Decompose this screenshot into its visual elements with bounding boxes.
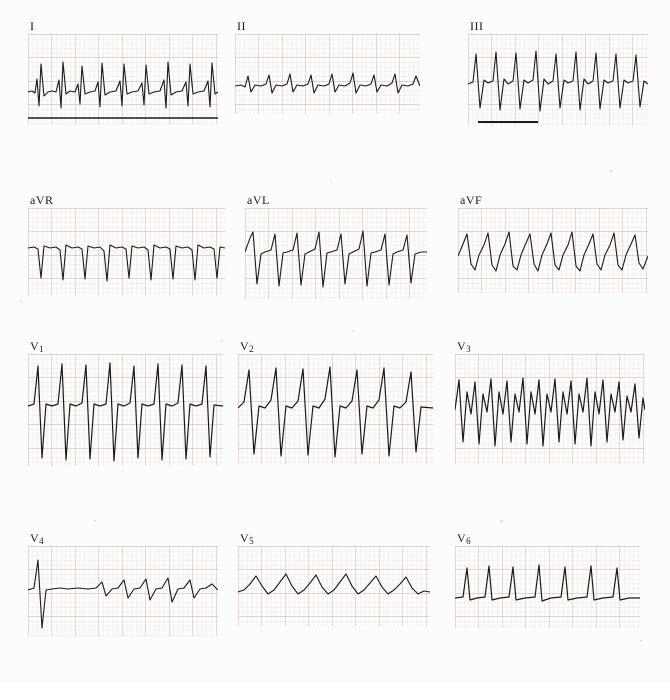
ecg-trace-II xyxy=(235,34,420,114)
lead-sub-3: 3 xyxy=(466,344,472,354)
lead-strip-aVL xyxy=(245,208,427,300)
lead-cell-V4 xyxy=(28,530,218,636)
ecg-row-3 xyxy=(0,338,670,508)
ecg-trace-V4 xyxy=(28,546,218,636)
lead-sub-1: 1 xyxy=(39,344,45,354)
lead-cell-V3 xyxy=(455,338,645,464)
lead-strip-V3 xyxy=(455,354,645,464)
lead-cell-III xyxy=(468,18,648,126)
ecg-trace-aVF xyxy=(458,208,648,293)
ecg-trace-aVR xyxy=(28,208,225,296)
lead-strip-V2 xyxy=(238,354,433,464)
lead-strip-V5 xyxy=(238,546,430,626)
lead-sub-5: 5 xyxy=(249,536,255,546)
ecg-trace-V6 xyxy=(455,546,640,628)
ecg-trace-V5 xyxy=(238,546,430,626)
lead-strip-V1 xyxy=(28,354,223,466)
lead-cell-aVF xyxy=(458,192,648,293)
lead-cell-aVL xyxy=(245,192,427,300)
lead-strip-III xyxy=(468,34,648,126)
lead-strip-V4 xyxy=(28,546,218,636)
lead-label-aVF: aVF xyxy=(460,193,483,207)
lead-sub-4: 4 xyxy=(39,536,45,546)
lead-cell-V2 xyxy=(238,338,433,464)
ecg-row-2 xyxy=(0,192,670,362)
ecg-trace-V2 xyxy=(238,354,433,464)
ecg-trace-aVL xyxy=(245,208,427,300)
lead-cell-II xyxy=(235,18,420,114)
lead-label-aVL: aVL xyxy=(247,193,270,207)
lead-strip-aVR xyxy=(28,208,225,296)
ecg-row-4 xyxy=(0,530,670,700)
ecg-trace-V3 xyxy=(455,354,645,464)
lead-sub-2: 2 xyxy=(249,344,255,354)
lead-sub-6: 6 xyxy=(466,536,472,546)
lead-label-II: II xyxy=(237,19,246,33)
lead-cell-I xyxy=(28,18,218,124)
lead-label-I: I xyxy=(30,19,35,33)
lead-label-V3: $V_3$ xyxy=(457,339,472,354)
lead-strip-I xyxy=(28,34,218,124)
lead-strip-V6 xyxy=(455,546,640,628)
lead-label-V2: $V_2$ xyxy=(240,339,255,354)
lead-label-III: III xyxy=(470,19,484,33)
lead-label-V5: $V_5$ xyxy=(240,531,255,546)
lead-label-aVR: aVR xyxy=(30,193,54,207)
ecg-row-1 xyxy=(0,18,670,188)
lead-cell-V1 xyxy=(28,338,223,466)
lead-label-V6: $V_6$ xyxy=(457,531,472,546)
ecg-trace-V1 xyxy=(28,354,223,466)
ecg-trace-I xyxy=(28,34,218,124)
lead-strip-aVF xyxy=(458,208,648,293)
lead-cell-aVR xyxy=(28,192,225,296)
lead-strip-II xyxy=(235,34,420,114)
lead-label-V4: $V_4$ xyxy=(30,531,45,546)
lead-label-V1: $V_1$ xyxy=(30,339,45,354)
lead-cell-V5 xyxy=(238,530,430,626)
lead-cell-V6 xyxy=(455,530,640,628)
ecg-trace-III xyxy=(468,34,648,126)
